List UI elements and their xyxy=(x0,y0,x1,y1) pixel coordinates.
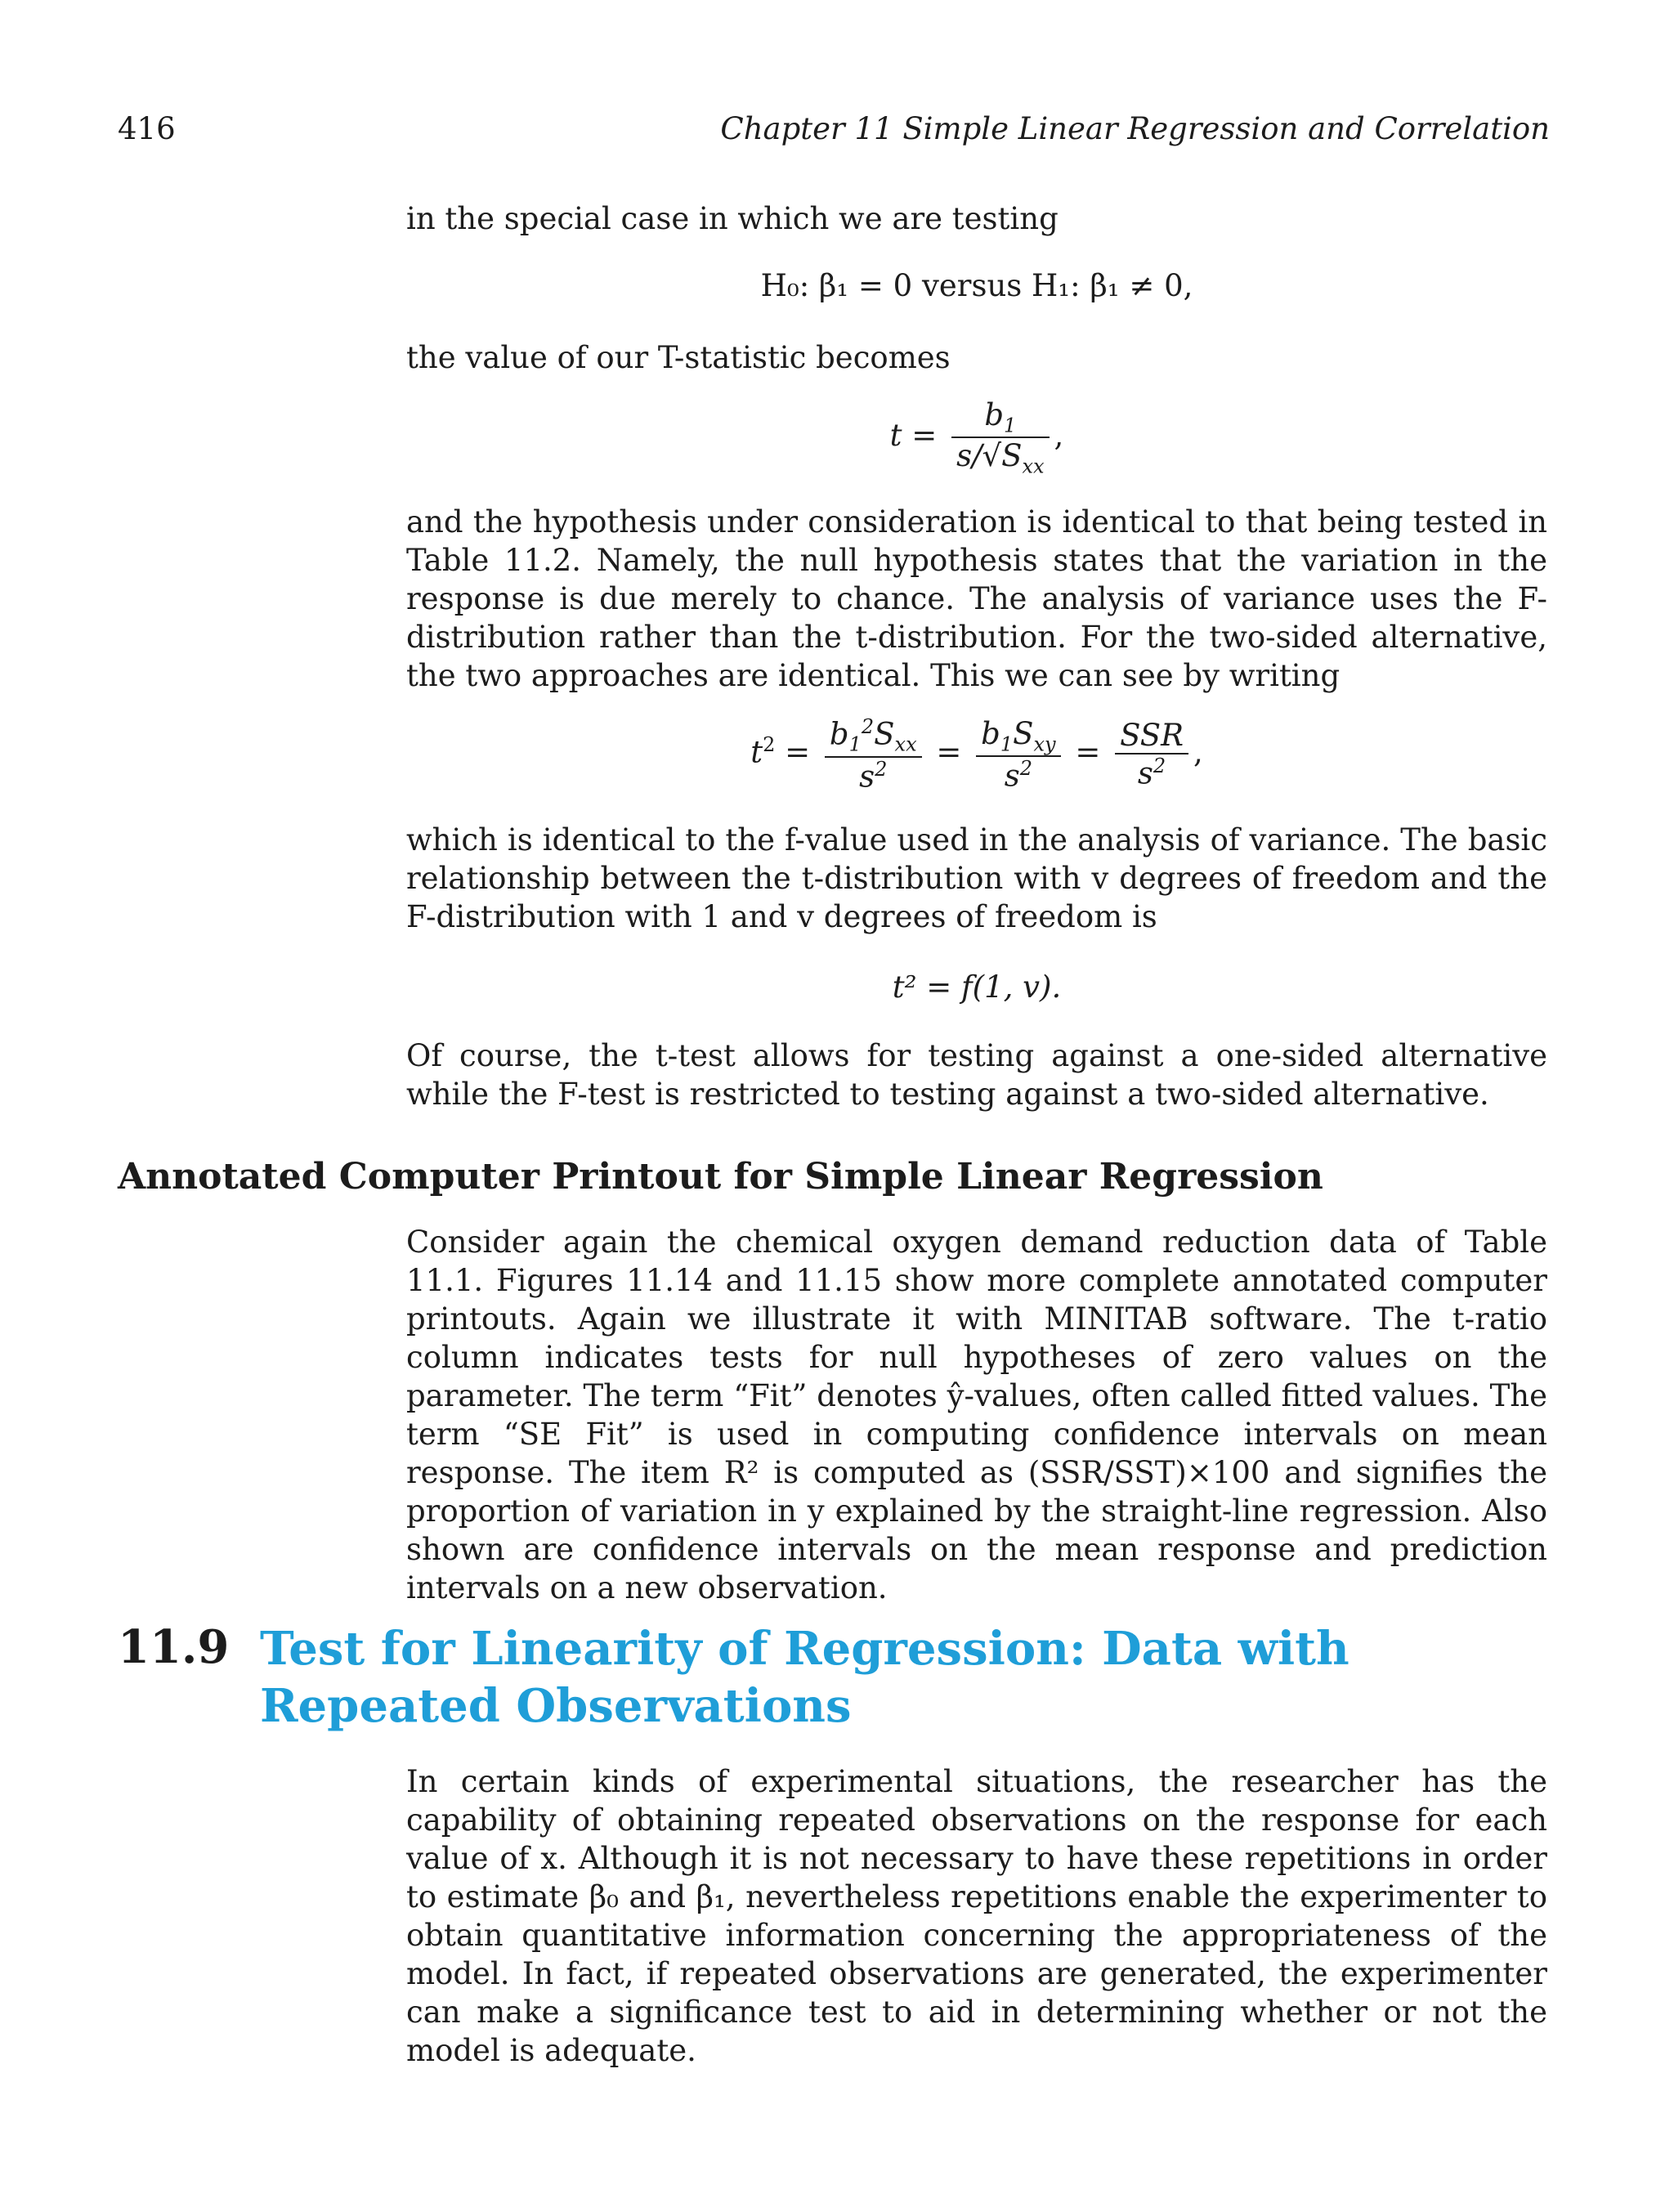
equation-symbol: t xyxy=(889,417,902,453)
fraction: $\frac{\text{SSR}}{s^2}$ xyxy=(1115,718,1188,790)
subheading: Annotated Computer Printout for Simple Linear Regression xyxy=(118,1156,1323,1198)
paragraph-t-statistic xyxy=(406,338,1547,377)
equation-t-squared: $t^2$ = $\frac{b_1^2S_{xx}}{s^2}$ = $\frac{b_1S_{xy}}{s^2}$ = $\frac{\text{SSR}}{s^2}$ , xyxy=(750,715,1203,795)
paragraph-text: in the special case in which we are testing xyxy=(406,201,1059,236)
fraction: $\frac{b_1S_{xy}}{s^2}$ xyxy=(976,716,1060,794)
equation-hypotheses xyxy=(406,268,1547,303)
running-head: Chapter 11 Simple Linear Regression and Correlation xyxy=(720,111,1550,146)
paragraph-repeated-observations xyxy=(406,1762,1547,2070)
paragraph-text: the value of our T-statistic becomes xyxy=(406,340,951,375)
paragraph-text: which is identical to the f-value used in the analysis of variance. The basic relationship between the t-distribution with v degrees of freedom and the F-distribution with 1 and v degrees of freedom is xyxy=(406,822,1547,934)
paragraph-hypothesis xyxy=(406,503,1547,695)
paragraph-text: Consider again the chemical oxygen demand reduction data of Table 11.1. Figures 11.14 and 11.15 show more complete annotated computer printouts. Again we illustrate it with MINITAB software. The t-ratio column indicates tests for null hypotheses of zero values on the parameter. The term “Fit” denotes ŷ-values, often called fitted values. The term “SE Fit” is used in computing confidence intervals on mean response. The item R² is computed as (SSR/SST)×100 and signifies the proportion of variation in y explained by the straight-line regression. Also shown are confidence intervals on the mean response and prediction intervals on a new observation. xyxy=(406,1225,1547,1605)
paragraph-text: Of course, the t-test allows for testing against a one-sided alternative while the F-test is restricted to testing against a two-sided alternative. xyxy=(406,1038,1547,1112)
equation-t-f-relation-text: t² = f(1, v). xyxy=(892,969,1062,1005)
equation-hypotheses-text: H₀: β₁ = 0 versus H₁: β₁ ≠ 0, xyxy=(760,268,1193,303)
paragraph-intro xyxy=(406,199,1547,238)
paragraph-f-value xyxy=(406,821,1547,936)
equation-t-statistic: t = $\frac{b_1}{s/√S_{xx}}$ , xyxy=(889,397,1064,478)
paragraph-text: In certain kinds of experimental situations, the researcher has the capability of obtaining repeated observations on the response for each value of x. Although it is not necessary to have these repetitions in order to estimate β₀ and β₁, nevertheless repetitions enable the experimenter to obtain quantitative information concerning the appropriateness of the model. In fact, if repeated observations are generated, the experimenter can make a significance test to aid in determining whether or not the model is adequate. xyxy=(406,1764,1547,2068)
paragraph-one-sided xyxy=(406,1037,1547,1113)
fraction: $\frac{b_1^2S_{xx}}{s^2}$ xyxy=(825,715,922,794)
fraction: $\frac{b_1}{s/√S_{xx}}$ xyxy=(951,397,1049,478)
section-title: Test for Linearity of Regression: Data with Repeated Observations xyxy=(260,1622,1349,1733)
section-number: 11.9 xyxy=(118,1620,230,1674)
page-number: 416 xyxy=(118,111,176,146)
equation-t-f-relation xyxy=(406,969,1547,1005)
paragraph-printout xyxy=(406,1223,1547,1607)
paragraph-text: and the hypothesis under consideration is identical to that being tested in Table 11.2. Namely, the null hypothesis states that the variation in the response is due merely to chance. The analysis of variance uses the F-distribution rather than the t-distribution. For the two-sided alternative, the two approaches are identical. This we can see by writing xyxy=(406,504,1547,693)
